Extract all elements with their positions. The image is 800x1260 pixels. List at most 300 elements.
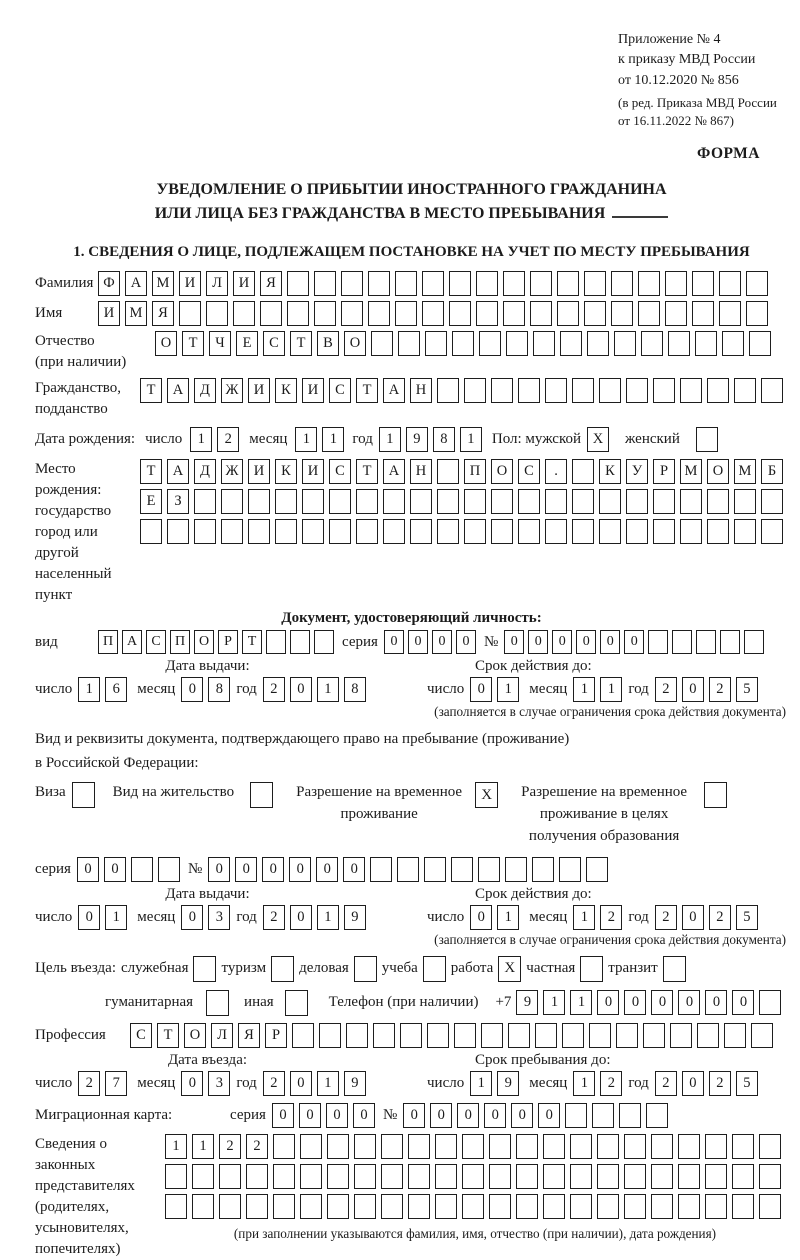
char-cell[interactable]: 0	[682, 677, 704, 702]
char-cell[interactable]	[300, 1164, 322, 1189]
char-cell[interactable]	[665, 271, 687, 296]
char-cell[interactable]	[464, 489, 486, 514]
char-cell[interactable]	[302, 489, 324, 514]
char-cell[interactable]: 1	[322, 427, 344, 452]
char-cell[interactable]	[395, 301, 417, 326]
purpose-other-checkbox[interactable]	[285, 990, 308, 1016]
char-cell[interactable]: О	[184, 1023, 206, 1048]
visa-checkbox[interactable]	[72, 782, 95, 808]
char-cell[interactable]: 1	[573, 677, 595, 702]
char-cell[interactable]	[451, 857, 473, 882]
char-cell[interactable]: 0	[538, 1103, 560, 1128]
char-cell[interactable]: 2	[709, 905, 731, 930]
char-cell[interactable]: Я	[152, 301, 174, 326]
purpose-work-checkbox[interactable]: X	[498, 956, 521, 982]
char-cell[interactable]: 1	[317, 905, 339, 930]
char-cell[interactable]	[559, 857, 581, 882]
char-cell[interactable]	[719, 271, 741, 296]
char-cell[interactable]: 0	[456, 630, 476, 654]
char-cell[interactable]	[302, 519, 324, 544]
char-cell[interactable]	[260, 301, 282, 326]
char-cell[interactable]: Н	[410, 378, 432, 403]
char-cell[interactable]: Т	[140, 378, 162, 403]
char-cell[interactable]	[557, 301, 579, 326]
char-cell[interactable]	[614, 331, 636, 356]
char-cell[interactable]	[327, 1194, 349, 1219]
char-cell[interactable]	[478, 857, 500, 882]
char-cell[interactable]: Т	[242, 630, 262, 654]
char-cell[interactable]	[572, 459, 594, 484]
char-cell[interactable]: О	[491, 459, 513, 484]
char-cell[interactable]	[759, 990, 781, 1015]
purpose-transit-checkbox[interactable]	[663, 956, 686, 982]
char-cell[interactable]	[327, 1164, 349, 1189]
char-cell[interactable]: 2	[263, 677, 285, 702]
char-cell[interactable]: 0	[235, 857, 257, 882]
char-cell[interactable]	[572, 519, 594, 544]
char-cell[interactable]: С	[329, 459, 351, 484]
char-cell[interactable]	[165, 1194, 187, 1219]
char-cell[interactable]	[518, 378, 540, 403]
char-cell[interactable]	[397, 857, 419, 882]
char-cell[interactable]: 0	[290, 677, 312, 702]
char-cell[interactable]	[435, 1194, 457, 1219]
char-cell[interactable]	[543, 1164, 565, 1189]
char-cell[interactable]	[479, 331, 501, 356]
char-cell[interactable]	[584, 301, 606, 326]
char-cell[interactable]	[505, 857, 527, 882]
char-cell[interactable]	[705, 1134, 727, 1159]
char-cell[interactable]	[565, 1103, 587, 1128]
char-cell[interactable]: 1	[317, 677, 339, 702]
char-cell[interactable]: У	[626, 459, 648, 484]
char-cell[interactable]	[516, 1164, 538, 1189]
char-cell[interactable]: 9	[344, 905, 366, 930]
char-cell[interactable]	[437, 519, 459, 544]
char-cell[interactable]	[651, 1134, 673, 1159]
char-cell[interactable]: 3	[208, 1071, 230, 1096]
char-cell[interactable]: 0	[403, 1103, 425, 1128]
char-cell[interactable]	[651, 1194, 673, 1219]
char-cell[interactable]: И	[233, 271, 255, 296]
char-cell[interactable]: Л	[206, 271, 228, 296]
char-cell[interactable]: Ж	[221, 459, 243, 484]
char-cell[interactable]: 2	[217, 427, 239, 452]
char-cell[interactable]: 0	[457, 1103, 479, 1128]
char-cell[interactable]	[435, 1134, 457, 1159]
char-cell[interactable]: С	[329, 378, 351, 403]
char-cell[interactable]	[599, 378, 621, 403]
char-cell[interactable]: 0	[181, 677, 203, 702]
char-cell[interactable]	[449, 271, 471, 296]
char-cell[interactable]	[341, 271, 363, 296]
char-cell[interactable]: X	[587, 427, 609, 452]
char-cell[interactable]	[273, 1164, 295, 1189]
char-cell[interactable]	[611, 301, 633, 326]
char-cell[interactable]: 0	[78, 905, 100, 930]
char-cell[interactable]	[545, 519, 567, 544]
char-cell[interactable]: И	[179, 271, 201, 296]
char-cell[interactable]	[246, 1194, 268, 1219]
char-cell[interactable]: Т	[157, 1023, 179, 1048]
char-cell[interactable]	[400, 1023, 422, 1048]
char-cell[interactable]: О	[155, 331, 177, 356]
char-cell[interactable]	[678, 1164, 700, 1189]
char-cell[interactable]: 0	[624, 990, 646, 1015]
char-cell[interactable]	[653, 378, 675, 403]
char-cell[interactable]: 1	[190, 427, 212, 452]
char-cell[interactable]: О	[194, 630, 214, 654]
char-cell[interactable]: 0	[353, 1103, 375, 1128]
char-cell[interactable]	[341, 301, 363, 326]
char-cell[interactable]	[435, 1164, 457, 1189]
char-cell[interactable]	[557, 271, 579, 296]
char-cell[interactable]	[707, 378, 729, 403]
char-cell[interactable]	[692, 271, 714, 296]
char-cell[interactable]	[437, 489, 459, 514]
char-cell[interactable]	[626, 378, 648, 403]
char-cell[interactable]: З	[167, 489, 189, 514]
temporary-residence-education-checkbox[interactable]	[704, 782, 727, 808]
char-cell[interactable]: А	[383, 459, 405, 484]
char-cell[interactable]: 2	[709, 677, 731, 702]
char-cell[interactable]	[273, 1134, 295, 1159]
char-cell[interactable]	[597, 1134, 619, 1159]
char-cell[interactable]	[732, 1164, 754, 1189]
char-cell[interactable]	[383, 489, 405, 514]
char-cell[interactable]	[489, 1194, 511, 1219]
char-cell[interactable]: Т	[356, 378, 378, 403]
char-cell[interactable]	[672, 630, 692, 654]
char-cell[interactable]	[560, 331, 582, 356]
char-cell[interactable]: 5	[736, 1071, 758, 1096]
char-cell[interactable]	[354, 1134, 376, 1159]
char-cell[interactable]: 5	[736, 905, 758, 930]
char-cell[interactable]: Т	[182, 331, 204, 356]
char-cell[interactable]: П	[464, 459, 486, 484]
char-cell[interactable]	[530, 271, 552, 296]
char-cell[interactable]: 3	[208, 905, 230, 930]
char-cell[interactable]	[616, 1023, 638, 1048]
char-cell[interactable]: 0	[208, 857, 230, 882]
char-cell[interactable]	[452, 331, 474, 356]
char-cell[interactable]	[572, 489, 594, 514]
char-cell[interactable]	[462, 1194, 484, 1219]
char-cell[interactable]	[705, 1164, 727, 1189]
char-cell[interactable]: 6	[105, 677, 127, 702]
char-cell[interactable]	[346, 1023, 368, 1048]
char-cell[interactable]: О	[707, 459, 729, 484]
char-cell[interactable]: 2	[655, 905, 677, 930]
char-cell[interactable]: М	[680, 459, 702, 484]
char-cell[interactable]	[570, 1164, 592, 1189]
char-cell[interactable]	[696, 427, 718, 452]
char-cell[interactable]	[464, 378, 486, 403]
char-cell[interactable]: С	[146, 630, 166, 654]
char-cell[interactable]	[724, 1023, 746, 1048]
char-cell[interactable]	[518, 489, 540, 514]
purpose-private-checkbox[interactable]	[580, 956, 603, 982]
char-cell[interactable]	[370, 857, 392, 882]
char-cell[interactable]	[354, 1194, 376, 1219]
char-cell[interactable]: 8	[433, 427, 455, 452]
char-cell[interactable]	[319, 1023, 341, 1048]
char-cell[interactable]: 5	[736, 677, 758, 702]
char-cell[interactable]: 2	[219, 1134, 241, 1159]
char-cell[interactable]	[462, 1134, 484, 1159]
char-cell[interactable]	[599, 519, 621, 544]
char-cell[interactable]	[692, 301, 714, 326]
char-cell[interactable]	[408, 1164, 430, 1189]
char-cell[interactable]: А	[167, 378, 189, 403]
char-cell[interactable]: П	[98, 630, 118, 654]
char-cell[interactable]: 2	[600, 1071, 622, 1096]
char-cell[interactable]: М	[125, 301, 147, 326]
char-cell[interactable]: 1	[78, 677, 100, 702]
char-cell[interactable]: 8	[344, 677, 366, 702]
char-cell[interactable]	[734, 378, 756, 403]
char-cell[interactable]	[476, 271, 498, 296]
char-cell[interactable]: Р	[265, 1023, 287, 1048]
char-cell[interactable]	[719, 301, 741, 326]
purpose-business-checkbox[interactable]	[354, 956, 377, 982]
char-cell[interactable]	[140, 519, 162, 544]
char-cell[interactable]: 0	[289, 857, 311, 882]
char-cell[interactable]	[599, 489, 621, 514]
char-cell[interactable]	[761, 519, 783, 544]
char-cell[interactable]	[665, 301, 687, 326]
char-cell[interactable]: А	[167, 459, 189, 484]
char-cell[interactable]	[759, 1134, 781, 1159]
char-cell[interactable]: 1	[470, 1071, 492, 1096]
char-cell[interactable]: 0	[470, 677, 492, 702]
char-cell[interactable]: И	[248, 459, 270, 484]
char-cell[interactable]	[422, 301, 444, 326]
char-cell[interactable]: .	[545, 459, 567, 484]
char-cell[interactable]: Л	[211, 1023, 233, 1048]
char-cell[interactable]	[489, 1134, 511, 1159]
char-cell[interactable]	[619, 1103, 641, 1128]
char-cell[interactable]	[746, 301, 768, 326]
char-cell[interactable]	[373, 1023, 395, 1048]
char-cell[interactable]	[454, 1023, 476, 1048]
char-cell[interactable]: 1	[573, 1071, 595, 1096]
char-cell[interactable]: 0	[682, 905, 704, 930]
char-cell[interactable]: 0	[104, 857, 126, 882]
char-cell[interactable]	[481, 1023, 503, 1048]
char-cell[interactable]	[589, 1023, 611, 1048]
char-cell[interactable]	[292, 1023, 314, 1048]
char-cell[interactable]: 2	[709, 1071, 731, 1096]
char-cell[interactable]	[761, 378, 783, 403]
char-cell[interactable]	[275, 489, 297, 514]
char-cell[interactable]: Я	[260, 271, 282, 296]
char-cell[interactable]	[653, 519, 675, 544]
char-cell[interactable]: С	[263, 331, 285, 356]
char-cell[interactable]: 0	[299, 1103, 321, 1128]
char-cell[interactable]	[266, 630, 286, 654]
char-cell[interactable]: 1	[192, 1134, 214, 1159]
char-cell[interactable]: 1	[573, 905, 595, 930]
char-cell[interactable]	[532, 857, 554, 882]
char-cell[interactable]	[535, 1023, 557, 1048]
char-cell[interactable]	[437, 378, 459, 403]
char-cell[interactable]	[476, 301, 498, 326]
char-cell[interactable]	[219, 1194, 241, 1219]
char-cell[interactable]	[381, 1194, 403, 1219]
char-cell[interactable]	[653, 489, 675, 514]
char-cell[interactable]	[744, 630, 764, 654]
char-cell[interactable]: 0	[272, 1103, 294, 1128]
char-cell[interactable]	[314, 630, 334, 654]
char-cell[interactable]	[314, 301, 336, 326]
char-cell[interactable]	[562, 1023, 584, 1048]
char-cell[interactable]: 0	[552, 630, 572, 654]
char-cell[interactable]: 9	[516, 990, 538, 1015]
char-cell[interactable]	[383, 519, 405, 544]
char-cell[interactable]	[354, 1164, 376, 1189]
char-cell[interactable]	[570, 1194, 592, 1219]
char-cell[interactable]	[624, 1134, 646, 1159]
char-cell[interactable]	[425, 331, 447, 356]
char-cell[interactable]: 0	[384, 630, 404, 654]
char-cell[interactable]: П	[170, 630, 190, 654]
char-cell[interactable]	[572, 378, 594, 403]
char-cell[interactable]	[248, 489, 270, 514]
char-cell[interactable]: Д	[194, 459, 216, 484]
char-cell[interactable]	[192, 1194, 214, 1219]
char-cell[interactable]: 0	[504, 630, 524, 654]
char-cell[interactable]	[678, 1194, 700, 1219]
char-cell[interactable]	[587, 331, 609, 356]
char-cell[interactable]	[503, 271, 525, 296]
residence-permit-checkbox[interactable]	[250, 782, 273, 808]
char-cell[interactable]	[287, 301, 309, 326]
char-cell[interactable]	[131, 857, 153, 882]
char-cell[interactable]	[275, 519, 297, 544]
char-cell[interactable]: 0	[77, 857, 99, 882]
char-cell[interactable]	[611, 271, 633, 296]
char-cell[interactable]	[206, 301, 228, 326]
purpose-official-checkbox[interactable]	[193, 956, 216, 982]
char-cell[interactable]	[624, 1164, 646, 1189]
char-cell[interactable]	[464, 519, 486, 544]
char-cell[interactable]	[696, 630, 716, 654]
char-cell[interactable]: Т	[140, 459, 162, 484]
char-cell[interactable]	[381, 1164, 403, 1189]
char-cell[interactable]: М	[734, 459, 756, 484]
char-cell[interactable]	[734, 519, 756, 544]
char-cell[interactable]: Ф	[98, 271, 120, 296]
char-cell[interactable]	[545, 378, 567, 403]
char-cell[interactable]	[746, 271, 768, 296]
char-cell[interactable]	[410, 489, 432, 514]
char-cell[interactable]	[273, 1194, 295, 1219]
char-cell[interactable]: 0	[262, 857, 284, 882]
char-cell[interactable]	[329, 519, 351, 544]
char-cell[interactable]: Т	[290, 331, 312, 356]
char-cell[interactable]: 9	[344, 1071, 366, 1096]
char-cell[interactable]: 0	[732, 990, 754, 1015]
char-cell[interactable]: К	[275, 459, 297, 484]
char-cell[interactable]: 2	[600, 905, 622, 930]
char-cell[interactable]: 0	[181, 905, 203, 930]
char-cell[interactable]	[410, 519, 432, 544]
char-cell[interactable]	[300, 1194, 322, 1219]
char-cell[interactable]	[759, 1194, 781, 1219]
char-cell[interactable]	[697, 1023, 719, 1048]
char-cell[interactable]: 1	[317, 1071, 339, 1096]
char-cell[interactable]	[641, 331, 663, 356]
char-cell[interactable]	[533, 331, 555, 356]
char-cell[interactable]: 2	[655, 677, 677, 702]
char-cell[interactable]: 0	[576, 630, 596, 654]
char-cell[interactable]: 1	[497, 677, 519, 702]
char-cell[interactable]	[327, 1134, 349, 1159]
char-cell[interactable]: 0	[316, 857, 338, 882]
char-cell[interactable]	[680, 519, 702, 544]
char-cell[interactable]	[751, 1023, 773, 1048]
char-cell[interactable]	[597, 1164, 619, 1189]
char-cell[interactable]	[167, 519, 189, 544]
char-cell[interactable]	[597, 1194, 619, 1219]
char-cell[interactable]	[287, 271, 309, 296]
char-cell[interactable]: 0	[511, 1103, 533, 1128]
char-cell[interactable]: 0	[470, 905, 492, 930]
char-cell[interactable]: Н	[410, 459, 432, 484]
char-cell[interactable]	[219, 1164, 241, 1189]
char-cell[interactable]	[707, 519, 729, 544]
char-cell[interactable]: 0	[705, 990, 727, 1015]
char-cell[interactable]: 2	[263, 1071, 285, 1096]
char-cell[interactable]	[503, 301, 525, 326]
char-cell[interactable]	[722, 331, 744, 356]
char-cell[interactable]	[221, 489, 243, 514]
char-cell[interactable]: И	[302, 378, 324, 403]
char-cell[interactable]	[732, 1134, 754, 1159]
char-cell[interactable]	[462, 1164, 484, 1189]
char-cell[interactable]: М	[152, 271, 174, 296]
char-cell[interactable]: 0	[290, 1071, 312, 1096]
char-cell[interactable]	[290, 630, 310, 654]
char-cell[interactable]	[643, 1023, 665, 1048]
char-cell[interactable]: 0	[326, 1103, 348, 1128]
char-cell[interactable]	[233, 301, 255, 326]
purpose-humanitarian-checkbox[interactable]	[206, 990, 229, 1016]
char-cell[interactable]: 2	[263, 905, 285, 930]
char-cell[interactable]	[194, 489, 216, 514]
char-cell[interactable]	[516, 1134, 538, 1159]
purpose-study-checkbox[interactable]	[423, 956, 446, 982]
char-cell[interactable]	[491, 378, 513, 403]
char-cell[interactable]	[518, 519, 540, 544]
char-cell[interactable]	[408, 1134, 430, 1159]
char-cell[interactable]	[489, 1164, 511, 1189]
char-cell[interactable]	[668, 331, 690, 356]
char-cell[interactable]	[300, 1134, 322, 1159]
char-cell[interactable]	[506, 331, 528, 356]
char-cell[interactable]: 0	[290, 905, 312, 930]
char-cell[interactable]	[543, 1194, 565, 1219]
char-cell[interactable]: 1	[165, 1134, 187, 1159]
char-cell[interactable]	[356, 489, 378, 514]
char-cell[interactable]	[670, 1023, 692, 1048]
char-cell[interactable]	[734, 489, 756, 514]
char-cell[interactable]: Е	[140, 489, 162, 514]
char-cell[interactable]	[424, 857, 446, 882]
char-cell[interactable]: 9	[406, 427, 428, 452]
char-cell[interactable]	[221, 519, 243, 544]
